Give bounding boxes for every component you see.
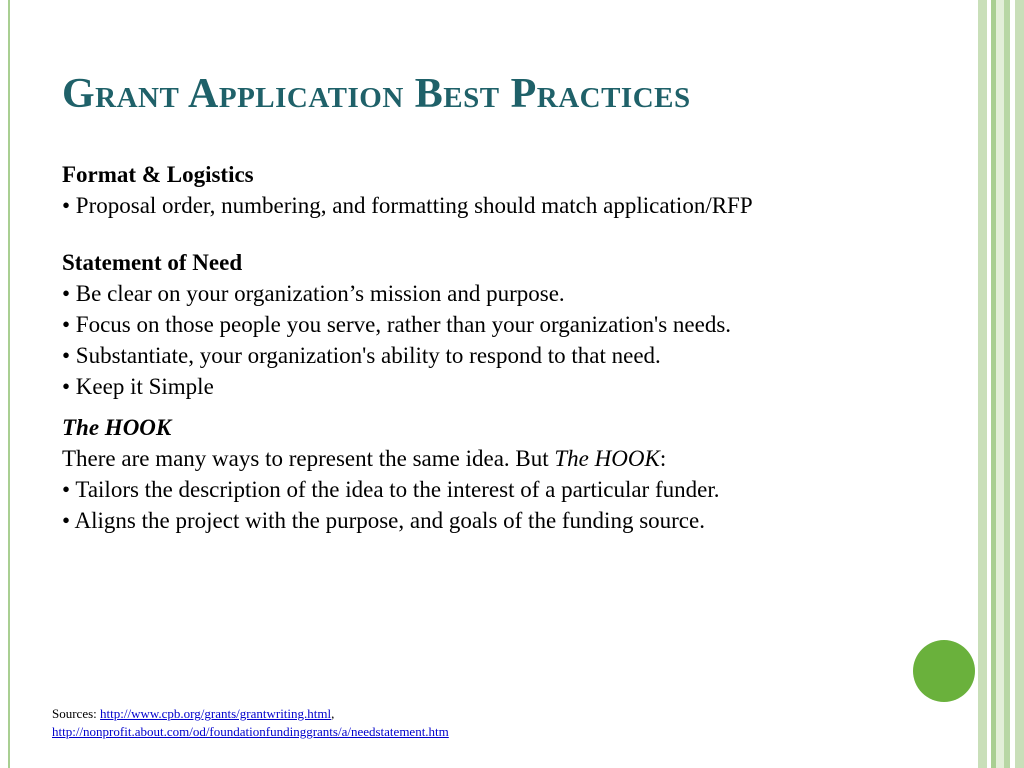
slide-title: Grant Application Best Practices <box>62 71 691 117</box>
sources-footnote <box>52 705 952 741</box>
need-bullet: • Focus on those people you serve, rather than your organization's needs. <box>62 312 732 337</box>
format-section <box>62 159 862 221</box>
need-bullet: • Keep it Simple <box>62 374 214 399</box>
need-bullet: • Be clear on your organization’s mission and purpose. <box>62 281 565 306</box>
format-heading: Format & Logistics <box>62 162 254 187</box>
slide-body <box>62 159 862 536</box>
sources-label: Sources: <box>52 706 101 721</box>
stripe <box>1015 0 1024 768</box>
stripe <box>996 0 1004 768</box>
left-border-stripe <box>0 0 10 768</box>
hook-intro-emphasis: The HOOK <box>554 446 660 471</box>
hook-bullet: • Aligns the project with the purpose, and goals of the funding source. <box>62 508 705 533</box>
hook-intro-text: There are many ways to represent the same idea. But <box>62 446 555 471</box>
source-link-about[interactable]: http://nonprofit.about.com/od/foundationfundinggrants/a/needstatement.htm <box>52 724 449 739</box>
hook-bullet: • Tailors the description of the idea to the interest of a particular funder. <box>62 477 720 502</box>
hook-intro-colon: : <box>659 446 667 471</box>
hook-intro <box>62 443 862 474</box>
need-section <box>62 247 862 402</box>
green-circle-icon <box>913 640 975 702</box>
hook-heading: The HOOK <box>62 415 172 440</box>
need-bullet: • Substantiate, your organization's ability to respond to that need. <box>62 343 661 368</box>
stripe <box>978 0 987 768</box>
hook-section <box>62 412 862 536</box>
source-link-cpb[interactable]: http://www.cpb.org/grants/grantwriting.html <box>100 706 332 721</box>
format-bullet: • Proposal order, numbering, and formatting should match application/RFP <box>62 193 753 218</box>
need-heading: Statement of Need <box>62 250 243 275</box>
right-border-stripes <box>978 0 1024 768</box>
sources-separator: , <box>331 706 335 721</box>
